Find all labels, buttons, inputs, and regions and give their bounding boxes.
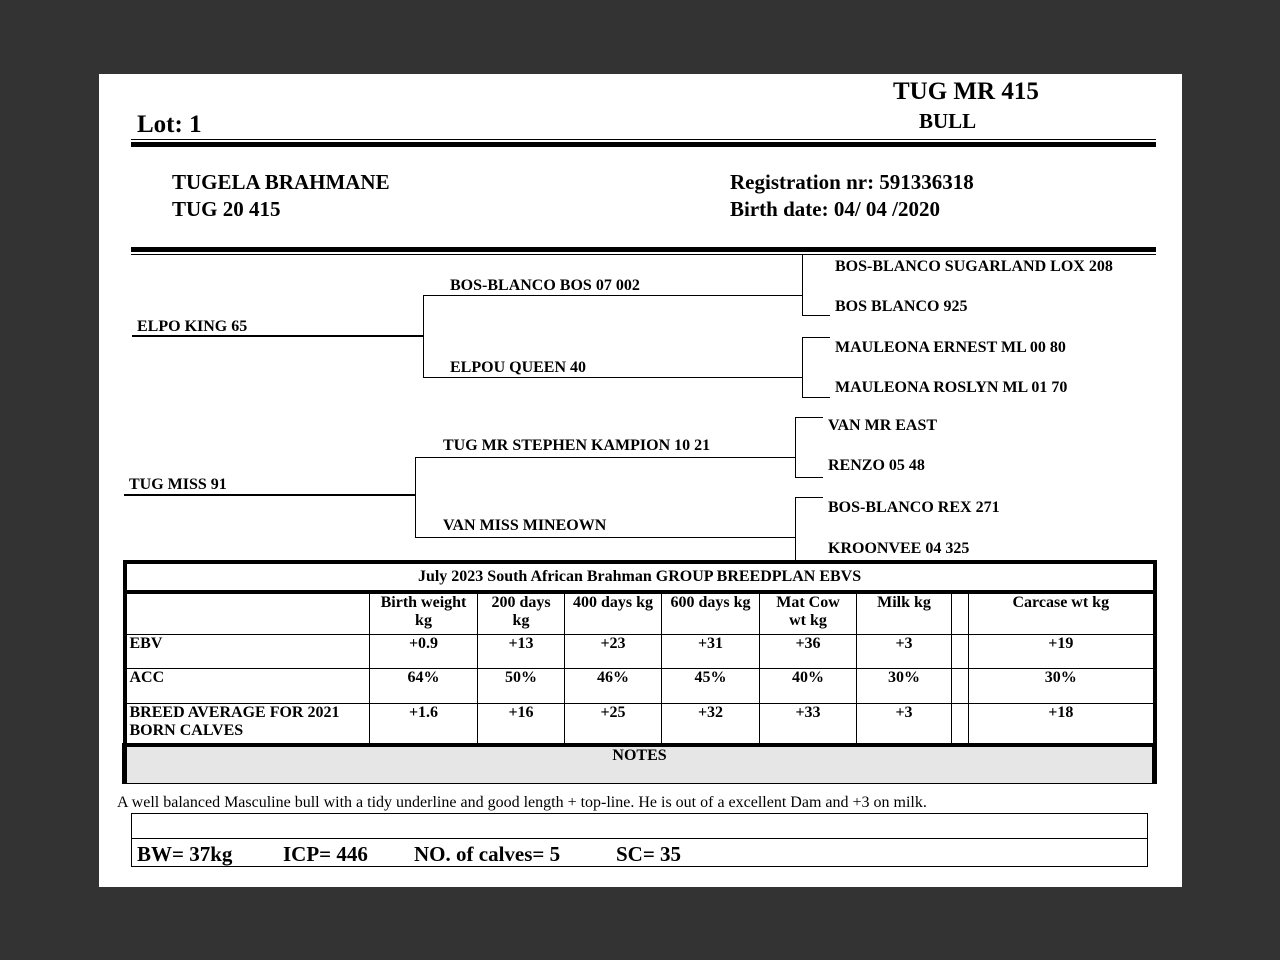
pedigree-line bbox=[132, 335, 424, 337]
ebv-cell: +36 bbox=[760, 634, 857, 668]
pedigree-line bbox=[423, 295, 424, 378]
pedigree-sire: ELPO KING 65 bbox=[137, 318, 248, 335]
ebv-header-row bbox=[125, 592, 1155, 634]
ebv-row-ebv bbox=[125, 634, 1155, 668]
ebv-cell: +16 bbox=[478, 703, 565, 745]
pedigree-line bbox=[802, 337, 830, 338]
ebv-col-mat-cow-line1: Mat Cow bbox=[776, 594, 840, 611]
pedigree-dam-sire-sire: VAN MR EAST bbox=[828, 417, 938, 434]
pedigree-dam-sire: TUG MR STEPHEN KAMPION 10 21 bbox=[443, 437, 711, 454]
animal-id: TUG MR 415 bbox=[893, 78, 1039, 105]
ebv-row-label bbox=[125, 703, 370, 745]
ebv-table bbox=[122, 560, 1152, 789]
stat-sc: SC= 35 bbox=[616, 842, 682, 866]
pedigree-sire-sire-sire: BOS-BLANCO SUGARLAND LOX 208 bbox=[835, 258, 1113, 275]
stats-box bbox=[131, 813, 1148, 867]
ebv-cell: 50% bbox=[478, 668, 565, 703]
ebv-col-birth-weight bbox=[370, 592, 478, 634]
ebv-col-carcase: Carcase wt kg bbox=[969, 592, 1155, 634]
ebv-cell: +33 bbox=[760, 703, 857, 745]
ebv-col-400-days: 400 days kg bbox=[565, 592, 662, 634]
ebv-col-mat-cow-line2: wt kg bbox=[789, 612, 827, 629]
ebv-cell: 40% bbox=[760, 668, 857, 703]
ebv-cell: +32 bbox=[662, 703, 760, 745]
pedigree-line bbox=[795, 417, 796, 478]
ebv-row-acc bbox=[125, 668, 1155, 703]
ebv-title: July 2023 South African Brahman GROUP BREEDPLAN EBVS bbox=[125, 562, 1155, 592]
stat-no-of-calves: NO. of calves= 5 bbox=[414, 842, 561, 866]
ebv-cell: +13 bbox=[478, 634, 565, 668]
pedigree-line bbox=[423, 295, 803, 296]
ebv-cell: +31 bbox=[662, 634, 760, 668]
ebv-cell-blank bbox=[952, 634, 969, 668]
animal-sex: BULL bbox=[919, 109, 977, 133]
ebv-col-mat-cow bbox=[760, 592, 857, 634]
ebv-cell: +1.6 bbox=[370, 703, 478, 745]
pedigree-line bbox=[795, 477, 823, 478]
pedigree-line bbox=[415, 537, 795, 538]
pedigree-sire-dam-sire: MAULEONA ERNEST ML 00 80 bbox=[835, 339, 1066, 356]
ebv-cell: +3 bbox=[857, 634, 952, 668]
notes-heading: NOTES bbox=[125, 745, 1155, 784]
identity-rule-thick bbox=[131, 247, 1156, 252]
pedigree-dam-sire-dam: RENZO 05 48 bbox=[828, 457, 925, 474]
breeder-name: TUGELA BRAHMANE bbox=[172, 170, 390, 194]
stat-icp: ICP= 446 bbox=[283, 842, 368, 866]
ebv-row-label: EBV bbox=[125, 634, 370, 668]
ebv-col-200-days-line2: kg bbox=[512, 612, 530, 629]
pedigree-dam: TUG MISS 91 bbox=[129, 476, 227, 493]
ebv-col-200-days-line1: 200 days bbox=[491, 594, 551, 611]
header-rule-thin bbox=[131, 139, 1156, 140]
ebv-cell: +23 bbox=[565, 634, 662, 668]
tattoo: TUG 20 415 bbox=[172, 197, 281, 221]
ebv-col-birth-weight-line1: Birth weight bbox=[380, 594, 467, 611]
header-rule-thick bbox=[131, 142, 1156, 147]
ebv-col-600-days: 600 days kg bbox=[662, 592, 760, 634]
ebv-cell-blank bbox=[952, 703, 969, 745]
pedigree-dam-dam: VAN MISS MINEOWN bbox=[443, 517, 607, 534]
ebv-cell: +0.9 bbox=[370, 634, 478, 668]
ebv-col-milk: Milk kg bbox=[857, 592, 952, 634]
pedigree-line bbox=[423, 377, 803, 378]
ebv-cell: 30% bbox=[969, 668, 1155, 703]
ebv-cell: +18 bbox=[969, 703, 1155, 745]
ebv-cell: +25 bbox=[565, 703, 662, 745]
ebv-cell: +3 bbox=[857, 703, 952, 745]
pedigree-line bbox=[795, 497, 823, 498]
ebv-row-label-line2: BORN CALVES bbox=[129, 721, 244, 739]
registration-number: Registration nr: 591336318 bbox=[730, 170, 974, 194]
ebv-header-blank bbox=[125, 592, 370, 634]
pedigree-sire-sire-dam: BOS BLANCO 925 bbox=[835, 298, 968, 315]
birth-date: Birth date: 04/ 04 /2020 bbox=[730, 197, 940, 221]
ebv-cell-blank bbox=[952, 668, 969, 703]
ebv-cell: 64% bbox=[370, 668, 478, 703]
pedigree-dam-dam-sire: BOS-BLANCO REX 271 bbox=[828, 499, 1000, 516]
ebv-col-blank bbox=[952, 592, 969, 634]
ebv-col-200-days bbox=[478, 592, 565, 634]
stats-divider bbox=[132, 838, 1147, 839]
pedigree-line bbox=[802, 255, 803, 316]
ebv-cell: 30% bbox=[857, 668, 952, 703]
notes-description: A well balanced Masculine bull with a tidy underline and good length + top-line. He is out of a excellent Dam and +3 on milk. bbox=[117, 794, 927, 811]
pedigree-line bbox=[415, 457, 795, 458]
ebv-cell: 45% bbox=[662, 668, 760, 703]
pedigree-line bbox=[802, 337, 803, 398]
pedigree-line bbox=[795, 497, 796, 560]
ebv-row-label-line1: BREED AVERAGE FOR 2021 bbox=[129, 703, 340, 721]
ebv-cell: +19 bbox=[969, 634, 1155, 668]
lot-number: Lot: 1 bbox=[137, 111, 202, 138]
ebv-col-birth-weight-line2: kg bbox=[415, 612, 432, 629]
ebv-cell: 46% bbox=[565, 668, 662, 703]
stat-birth-weight: BW= 37kg bbox=[137, 842, 233, 866]
pedigree-dam-dam-dam: KROONVEE 04 325 bbox=[828, 540, 970, 557]
identity-rule-thin bbox=[131, 254, 1156, 255]
ebv-row-breed-average bbox=[125, 703, 1155, 745]
catalogue-page bbox=[99, 74, 1182, 887]
ebv-row-label: ACC bbox=[125, 668, 370, 703]
pedigree-line bbox=[802, 315, 830, 316]
pedigree-sire-sire: BOS-BLANCO BOS 07 002 bbox=[450, 277, 640, 294]
pedigree-line bbox=[124, 494, 416, 496]
pedigree-line bbox=[415, 457, 416, 538]
pedigree-sire-dam: ELPOU QUEEN 40 bbox=[450, 359, 587, 376]
pedigree-sire-dam-dam: MAULEONA ROSLYN ML 01 70 bbox=[835, 379, 1068, 396]
pedigree-line bbox=[795, 417, 823, 418]
pedigree-line bbox=[802, 397, 830, 398]
